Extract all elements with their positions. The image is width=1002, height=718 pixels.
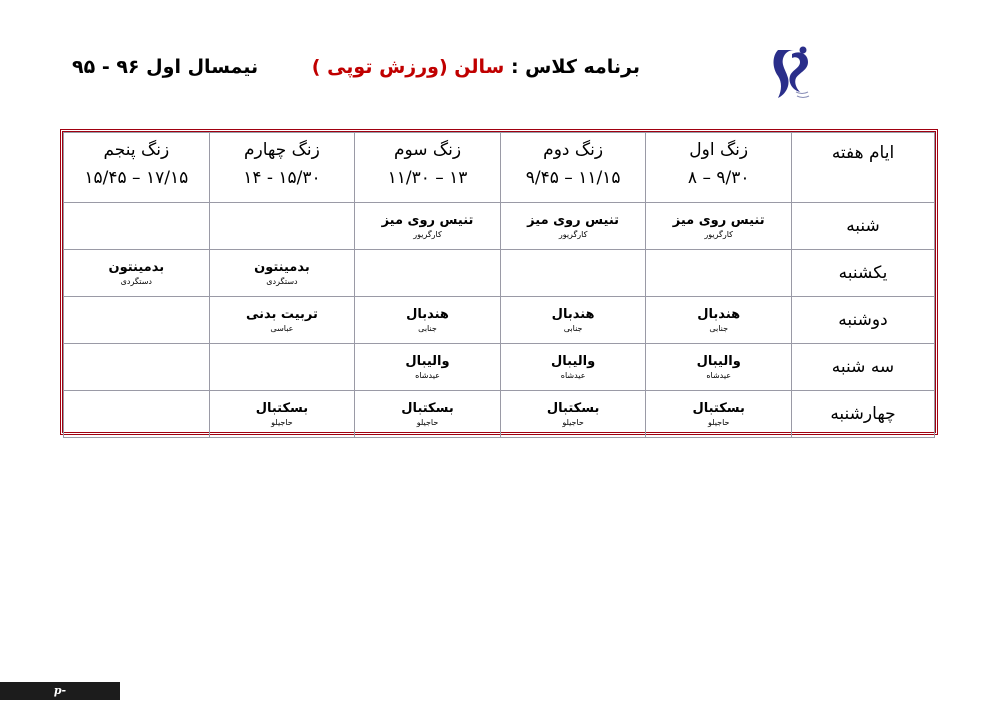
slot-time: ۱۱/۳۰ – ۱۳ xyxy=(387,168,468,188)
teacher-name: عیدشاه xyxy=(706,370,732,380)
class-cell xyxy=(500,344,646,391)
sport-name: بدمینتون xyxy=(108,259,165,275)
title-label: برنامه کلاس : xyxy=(504,56,640,78)
day-cell xyxy=(792,297,935,344)
day-name: سه شنبه xyxy=(831,357,895,377)
slot-time: ۱۵/۴۵ – ۱۷/۱۵ xyxy=(84,168,189,188)
teacher-name: عباسی xyxy=(270,323,294,333)
class-cell xyxy=(355,344,501,391)
class-cell xyxy=(500,250,646,297)
class-cell xyxy=(209,203,355,250)
class-cell xyxy=(209,344,355,391)
teacher-name: عیدشاه xyxy=(415,370,440,380)
teacher-name: حاجیلو xyxy=(562,417,584,427)
table-row xyxy=(64,344,935,391)
slot-header-cell xyxy=(500,133,646,203)
teacher-name: کارگریور xyxy=(558,229,588,239)
day-name: چهارشنبه xyxy=(830,404,896,424)
sport-name: بسکتبال xyxy=(546,400,600,416)
day-name: شنبه xyxy=(846,216,880,236)
class-cell xyxy=(64,297,210,344)
slot-header-cell xyxy=(646,133,792,203)
sport-name: والیبال xyxy=(551,353,596,369)
sport-name: هندبال xyxy=(406,306,449,322)
day-cell xyxy=(792,203,935,250)
slot-header-cell xyxy=(209,133,355,203)
slot-time: ۸ – ۹/۳۰ xyxy=(687,168,750,188)
table-header-row xyxy=(64,133,935,203)
slot-name: زنگ اول xyxy=(689,140,749,160)
sport-name: بدمینتون xyxy=(254,259,310,275)
class-cell xyxy=(500,203,646,250)
teacher-name: کارگریور xyxy=(413,229,442,239)
teacher-name: حاجیلو xyxy=(416,417,439,427)
corner-label: ایام هفته xyxy=(831,143,895,163)
teacher-name: جنابی xyxy=(563,323,583,333)
teacher-name: حاجیلو xyxy=(707,417,730,427)
university-logo-icon xyxy=(770,42,812,102)
sport-name: تربیت بدنی xyxy=(245,306,318,322)
class-cell xyxy=(64,250,210,297)
teacher-name: جنابی xyxy=(709,323,729,333)
sport-name: والیبال xyxy=(405,353,450,369)
teacher-name: کارگریور xyxy=(704,229,733,239)
teacher-name: عیدشاه xyxy=(560,370,586,380)
class-cell xyxy=(209,250,355,297)
class-cell xyxy=(64,203,210,250)
table-row xyxy=(64,203,935,250)
class-cell xyxy=(355,391,501,438)
day-cell xyxy=(792,250,935,297)
semester-label: نیمسال اول ۹۶ - ۹۵ xyxy=(72,56,259,78)
title-venue: سالن (ورزش توپی ) xyxy=(311,56,505,78)
table-row xyxy=(64,250,935,297)
sport-name: هندبال xyxy=(697,306,741,322)
slot-time: ۹/۴۵ – ۱۱/۱۵ xyxy=(525,168,621,188)
class-cell xyxy=(646,391,792,438)
day-name: دوشنبه xyxy=(838,310,888,330)
class-cell xyxy=(646,203,792,250)
sport-name: والیبال xyxy=(696,353,741,369)
class-cell xyxy=(646,344,792,391)
slot-name: زنگ دوم xyxy=(543,140,604,160)
teacher-name: دستگردی xyxy=(266,276,298,286)
table-row xyxy=(64,297,935,344)
class-cell xyxy=(64,344,210,391)
teacher-name: حاجیلو xyxy=(271,417,293,427)
slot-header-cell xyxy=(355,133,501,203)
teacher-name: جنابی xyxy=(418,323,437,333)
class-cell xyxy=(646,250,792,297)
day-cell xyxy=(792,344,935,391)
table-row xyxy=(64,391,935,438)
slot-name: زنگ چهارم xyxy=(244,140,320,160)
slot-time: ۱۴ - ۱۵/۳۰ xyxy=(243,168,321,188)
class-cell xyxy=(209,391,355,438)
class-cell xyxy=(646,297,792,344)
schedule-table xyxy=(60,129,938,435)
corner-cell xyxy=(792,133,935,203)
class-cell xyxy=(64,391,210,438)
class-cell xyxy=(355,297,501,344)
class-cell xyxy=(500,391,646,438)
slot-name: زنگ سوم xyxy=(393,140,462,160)
sport-name: تنیس روی میز xyxy=(527,212,620,228)
day-cell xyxy=(792,391,935,438)
class-cell xyxy=(209,297,355,344)
class-cell xyxy=(355,203,501,250)
sport-name: بسکتبال xyxy=(401,400,454,416)
sport-name: بسکتبال xyxy=(692,400,745,416)
slot-header-cell xyxy=(64,133,210,203)
class-cell xyxy=(355,250,501,297)
day-name: یکشنبه xyxy=(838,263,888,283)
sport-name: تنیس روی میز xyxy=(381,212,474,228)
class-cell xyxy=(500,297,646,344)
sport-name: هندبال xyxy=(551,306,595,322)
sport-name: بسکتبال xyxy=(255,400,309,416)
slot-name: زنگ پنجم xyxy=(103,140,170,160)
page-title xyxy=(312,56,640,78)
teacher-name: دستگردی xyxy=(120,276,152,286)
site-url-badge: p-safadasht.tvu.ac.ir xyxy=(0,682,120,700)
sport-name: تنیس روی میز xyxy=(672,212,765,228)
